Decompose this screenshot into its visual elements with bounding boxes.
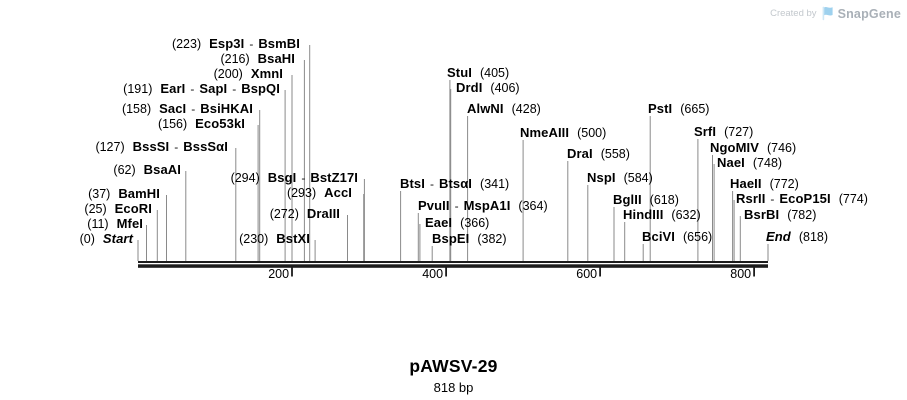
enzyme-name: EcoRI — [114, 201, 152, 216]
enzyme-name: Start — [102, 231, 133, 246]
site-position: (272) — [269, 207, 299, 221]
site-label-acci — [287, 186, 352, 200]
enzyme-name: HindIII — [623, 207, 664, 222]
site-position: (382) — [477, 232, 507, 246]
plasmid-length: 818 bp — [433, 380, 474, 395]
enzyme-name: SrfI — [694, 124, 717, 139]
enzyme-name: HaeII — [730, 176, 762, 191]
site-position: (406) — [490, 81, 520, 95]
site-position: (223) — [171, 37, 202, 51]
enzyme-name: BspEI — [432, 231, 470, 246]
enzyme-name: MfeI — [116, 216, 143, 231]
site-label-drai — [567, 147, 630, 161]
site-position: (25) — [84, 202, 107, 216]
site-label-psti — [648, 102, 709, 116]
site-label-bcivi — [642, 230, 712, 244]
site-position: (618) — [649, 193, 679, 207]
site-position: (405) — [479, 66, 510, 80]
site-position: (230) — [239, 232, 269, 246]
site-position: (127) — [95, 140, 125, 154]
site-label-nmeaiii — [520, 126, 606, 140]
site-position: (156) — [157, 117, 188, 131]
site-label-eaei — [425, 216, 489, 230]
map-line-bottom — [138, 264, 768, 268]
separator: - — [190, 82, 195, 96]
site-label-bglii — [613, 193, 679, 207]
axis-tick-mark — [753, 267, 755, 277]
site-position: (0) — [79, 232, 95, 246]
enzyme-name: NspI — [587, 170, 616, 185]
site-position: (364) — [518, 199, 548, 213]
separator: - — [174, 140, 179, 154]
enzyme-name: EaeI — [425, 215, 453, 230]
enzyme-name: BsiHKAI — [200, 101, 253, 116]
title-block — [0, 356, 907, 395]
site-label-pvuii-mspa1i — [418, 199, 548, 213]
site-position: (782) — [787, 208, 817, 222]
separator: - — [249, 37, 254, 51]
site-position: (11) — [87, 217, 109, 231]
site-label-srfi — [694, 125, 753, 139]
enzyme-name: AccI — [324, 185, 352, 200]
site-label-stui — [447, 66, 509, 80]
site-label-bsaai — [113, 163, 181, 177]
site-label-rsrii-ecop15i — [736, 192, 868, 206]
enzyme-name: DraIII — [306, 206, 340, 221]
enzyme-name: BssSαI — [183, 139, 228, 154]
site-position: (191) — [123, 82, 153, 96]
enzyme-name: EarI — [160, 81, 186, 96]
site-label-saci-bsihkai — [122, 102, 253, 116]
site-position: (366) — [460, 216, 490, 230]
site-label-bspei — [432, 232, 507, 246]
site-position: (665) — [680, 102, 710, 116]
site-position: (200) — [213, 67, 243, 81]
site-position: (748) — [752, 156, 783, 170]
site-label-haeii — [730, 177, 799, 191]
site-label-mfei — [87, 217, 143, 231]
site-position: (774) — [838, 192, 868, 206]
enzyme-name: NgoMIV — [710, 140, 759, 155]
enzyme-name: PstI — [648, 101, 673, 116]
site-position: (632) — [671, 208, 701, 222]
site-label-drdi — [456, 81, 520, 95]
watermark-created-by-text: Created by — [770, 8, 817, 19]
axis-tick-label: 600 — [576, 267, 598, 281]
site-label-bsrbi — [744, 208, 816, 222]
site-label-btsi-btsαi — [400, 177, 509, 191]
enzyme-name: RsrII — [736, 191, 766, 206]
enzyme-name: SacI — [159, 101, 187, 116]
enzyme-name: Esp3I — [209, 36, 245, 51]
axis-tick-label: 400 — [422, 267, 444, 281]
enzyme-name: BstZ17I — [310, 170, 358, 185]
site-label-bamhi — [88, 187, 160, 201]
separator: - — [301, 171, 306, 185]
site-position: (772) — [769, 177, 799, 191]
site-position: (293) — [286, 186, 317, 200]
enzyme-name: BsaAI — [143, 162, 181, 177]
site-label-bsahi — [220, 52, 295, 66]
site-label-bsgi-bstz17i — [231, 171, 358, 185]
enzyme-name: BtsαI — [438, 176, 473, 191]
site-position: (428) — [511, 102, 541, 116]
site-label-xmni — [214, 67, 283, 81]
enzyme-name: BtsI — [400, 176, 425, 191]
separator: - — [770, 192, 775, 206]
site-label-end — [766, 230, 828, 244]
site-label-hindiii — [623, 208, 701, 222]
site-position: (584) — [623, 171, 653, 185]
site-position: (341) — [480, 177, 510, 191]
site-position: (558) — [600, 147, 630, 161]
site-position: (294) — [230, 171, 260, 185]
site-position: (818) — [798, 230, 829, 244]
enzyme-name: PvuII — [418, 198, 450, 213]
enzyme-name: MspA1I — [463, 198, 511, 213]
site-label-alwni — [467, 102, 541, 116]
site-position: (500) — [577, 126, 607, 140]
enzyme-name: BsaHI — [257, 51, 295, 66]
plasmid-name: pAWSV-29 — [409, 356, 498, 376]
site-label-naei — [717, 156, 782, 170]
site-label-eari-sapi-bspqi — [123, 82, 280, 96]
enzyme-name: BstXI — [276, 231, 310, 246]
enzyme-name: BciVI — [642, 229, 676, 244]
enzyme-name: Eco53kI — [195, 116, 245, 131]
site-label-ngomiv — [710, 141, 796, 155]
site-position: (216) — [220, 52, 250, 66]
watermark-brand-text: SnapGene — [837, 6, 901, 21]
enzyme-name: BamHI — [118, 186, 160, 201]
enzyme-name: BsgI — [267, 170, 297, 185]
enzyme-name: NaeI — [717, 155, 745, 170]
enzyme-name: BssSI — [132, 139, 170, 154]
axis-tick-label: 200 — [268, 267, 290, 281]
enzyme-name: BsmBI — [258, 36, 300, 51]
site-label-bsssi-bsssαi — [95, 140, 228, 154]
enzyme-name: BspQI — [241, 81, 280, 96]
site-position: (158) — [121, 102, 152, 116]
enzyme-name: SapI — [199, 81, 228, 96]
enzyme-name: NmeAIII — [520, 125, 570, 140]
site-label-eco53ki — [158, 117, 245, 131]
site-position: (37) — [88, 187, 111, 201]
site-label-nspi — [587, 171, 653, 185]
separator: - — [429, 177, 434, 191]
enzyme-name: BglII — [613, 192, 642, 207]
axis-tick-mark — [599, 267, 601, 277]
enzyme-name: XmnI — [250, 66, 283, 81]
site-label-ecori — [84, 202, 152, 216]
axis-tick-mark — [445, 267, 447, 277]
enzyme-name: BsrBI — [744, 207, 780, 222]
site-position: (746) — [766, 141, 797, 155]
separator: - — [454, 199, 459, 213]
enzyme-name: AlwNI — [467, 101, 504, 116]
site-label-bstxi — [239, 232, 310, 246]
site-label-draiii — [270, 207, 340, 221]
site-label-esp3i-bsmbi — [172, 37, 300, 51]
site-position: (727) — [724, 125, 754, 139]
enzyme-name: End — [766, 229, 791, 244]
enzyme-name: StuI — [447, 65, 472, 80]
separator: - — [191, 102, 196, 116]
axis-tick-label: 800 — [730, 267, 752, 281]
axis-tick-mark — [291, 267, 293, 277]
enzyme-name: DraI — [567, 146, 593, 161]
site-position: (62) — [113, 163, 136, 177]
enzyme-name: EcoP15I — [779, 191, 831, 206]
site-label-start — [80, 232, 133, 246]
separator: - — [232, 82, 237, 96]
site-position: (656) — [683, 230, 713, 244]
map-line-top — [138, 261, 768, 263]
enzyme-name: DrdI — [456, 80, 483, 95]
